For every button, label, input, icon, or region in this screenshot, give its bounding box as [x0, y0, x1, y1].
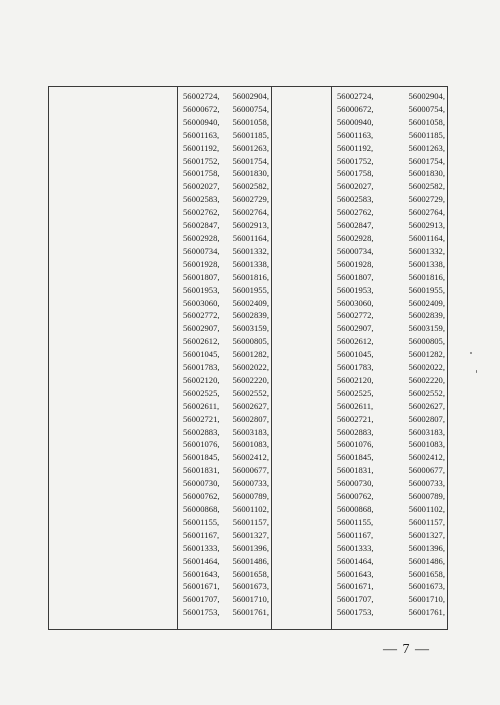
table-row [183, 103, 269, 116]
code-first: 56001831, [337, 465, 374, 476]
table-row [337, 477, 445, 490]
code-first: 56001752, [183, 155, 220, 166]
code-first: 56001758, [337, 168, 374, 179]
table-row [183, 206, 269, 219]
code-second: 56001282, [232, 349, 269, 360]
code-first: 56002907, [183, 323, 220, 334]
code-first: 56001076, [337, 439, 374, 450]
code-second: 56001673, [232, 581, 269, 592]
code-second: 56002913, [408, 220, 445, 231]
code-second: 56002807, [232, 413, 269, 424]
column-divider [271, 87, 272, 629]
code-first: 56000762, [337, 491, 374, 502]
page-number: — 7 — [383, 642, 430, 657]
code-first: 56001333, [337, 542, 374, 553]
code-second: 56001185, [232, 129, 269, 140]
code-first: 56001807, [183, 271, 220, 282]
code-first: 56000940, [183, 116, 220, 127]
code-second: 56001083, [232, 439, 269, 450]
table-row [337, 387, 445, 400]
code-first: 56000734, [183, 245, 220, 256]
code-first: 56002724, [183, 91, 220, 101]
code-first: 56001076, [183, 439, 220, 450]
code-first: 56002612, [337, 336, 374, 347]
table-row [183, 426, 269, 439]
table-row [337, 232, 445, 245]
code-second: 56002904, [408, 91, 445, 101]
table-row [337, 180, 445, 193]
table-row [183, 490, 269, 503]
table-row [183, 451, 269, 464]
code-second: 56001332, [232, 245, 269, 256]
code-second: 56001816, [408, 271, 445, 282]
code-first: 56002762, [183, 207, 220, 218]
code-first: 56002027, [337, 181, 374, 192]
code-second: 56002764, [408, 207, 445, 218]
code-second: 56000789, [232, 491, 269, 502]
table-row [183, 309, 269, 322]
code-second: 56000733, [232, 478, 269, 489]
code-second: 56001263, [232, 142, 269, 153]
code-first: 56002772, [183, 310, 220, 321]
code-first: 56001953, [183, 284, 220, 295]
code-second: 56001710, [232, 594, 269, 605]
code-first: 56002611, [183, 400, 220, 411]
table-row [183, 606, 269, 619]
code-first: 56001167, [183, 529, 220, 540]
code-second: 56000754, [408, 103, 445, 114]
code-second: 56001710, [408, 594, 445, 605]
table-row [183, 245, 269, 258]
code-second: 56001263, [408, 142, 445, 153]
code-first: 56001167, [337, 529, 374, 540]
code-first: 56002525, [337, 387, 374, 398]
code-first: 56002721, [183, 413, 220, 424]
table-row [183, 193, 269, 206]
table-row [183, 464, 269, 477]
code-first: 56000762, [183, 491, 220, 502]
table-row [337, 426, 445, 439]
code-first: 56001928, [337, 258, 374, 269]
table-row [183, 90, 269, 103]
code-second: 56002412, [232, 452, 269, 463]
code-first: 56000730, [183, 478, 220, 489]
table-row [337, 103, 445, 116]
code-second: 56001058, [232, 116, 269, 127]
table-row [183, 477, 269, 490]
table-row [183, 219, 269, 232]
code-first: 56002120, [183, 374, 220, 385]
table-row [337, 258, 445, 271]
table-row [337, 309, 445, 322]
code-second: 56002913, [232, 220, 269, 231]
table-row [183, 400, 269, 413]
code-first: 56001758, [183, 168, 220, 179]
table-row [183, 258, 269, 271]
code-second: 56002409, [408, 297, 445, 308]
code-first: 56002721, [337, 413, 374, 424]
scan-speck [470, 352, 472, 354]
code-second: 56001754, [232, 155, 269, 166]
code-second: 56001816, [232, 271, 269, 282]
code-first: 56002762, [337, 207, 374, 218]
code-second: 56000754, [232, 103, 269, 114]
code-second: 56000805, [232, 336, 269, 347]
code-first: 56001671, [183, 581, 220, 592]
code-second: 56001327, [408, 529, 445, 540]
table-row [337, 142, 445, 155]
code-second: 56002022, [232, 362, 269, 373]
scan-speck [476, 370, 477, 373]
table-row [337, 297, 445, 310]
table-row [183, 142, 269, 155]
code-second: 56000789, [408, 491, 445, 502]
code-second: 56001955, [232, 284, 269, 295]
code-second: 56002729, [408, 194, 445, 205]
table-row [183, 374, 269, 387]
table-row [183, 568, 269, 581]
code-first: 56001783, [337, 362, 374, 373]
code-second: 56000733, [408, 478, 445, 489]
code-second: 56002409, [232, 297, 269, 308]
code-second: 56001761, [408, 607, 445, 618]
code-second: 56003183, [408, 426, 445, 437]
code-second: 56002904, [232, 91, 269, 101]
table-row [337, 451, 445, 464]
table-row [183, 155, 269, 168]
code-second: 56000677, [232, 465, 269, 476]
code-second: 56001157, [232, 516, 269, 527]
code-first: 56002027, [183, 181, 220, 192]
code-first: 56001707, [337, 594, 374, 605]
code-second: 56002582, [408, 181, 445, 192]
table-row [183, 438, 269, 451]
code-first: 56001807, [337, 271, 374, 282]
code-first: 56002847, [183, 220, 220, 231]
table-row [183, 284, 269, 297]
code-first: 56002928, [337, 232, 374, 243]
table-row [337, 555, 445, 568]
code-second: 56002807, [408, 413, 445, 424]
code-first: 56001464, [337, 555, 374, 566]
table-row [183, 555, 269, 568]
code-first: 56002847, [337, 220, 374, 231]
table-row [183, 387, 269, 400]
table-row [337, 568, 445, 581]
table-row [183, 580, 269, 593]
code-first: 56001707, [183, 594, 220, 605]
code-second: 56003159, [408, 323, 445, 334]
table-row [337, 542, 445, 555]
code-second: 56002627, [408, 400, 445, 411]
code-first: 56001045, [183, 349, 220, 360]
code-second: 56001754, [408, 155, 445, 166]
code-second: 56001658, [408, 568, 445, 579]
code-second: 56001338, [408, 258, 445, 269]
code-first: 56001831, [183, 465, 220, 476]
code-second: 56002220, [408, 374, 445, 385]
table-row [337, 245, 445, 258]
table-row [337, 116, 445, 129]
column-divider [177, 87, 178, 629]
table-row [183, 129, 269, 142]
code-second: 56001327, [232, 529, 269, 540]
table-row [337, 167, 445, 180]
table-row [337, 129, 445, 142]
code-second: 56002839, [232, 310, 269, 321]
data-table [48, 86, 448, 630]
table-row [337, 206, 445, 219]
code-first: 56003060, [183, 297, 220, 308]
code-first: 56000868, [337, 504, 374, 514]
code-first: 56000940, [337, 116, 374, 127]
code-second: 56001830, [408, 168, 445, 179]
code-second: 56001486, [408, 555, 445, 566]
code-first: 56002772, [337, 310, 374, 321]
code-first: 56001464, [183, 555, 220, 566]
code-second: 56003183, [232, 426, 269, 437]
code-first: 56000672, [337, 103, 374, 114]
code-second: 56002729, [232, 194, 269, 205]
code-first: 56001192, [183, 142, 220, 153]
table-row [183, 413, 269, 426]
table-row [183, 348, 269, 361]
code-second: 56001102, [408, 504, 445, 514]
table-row [337, 90, 445, 103]
code-first: 56001752, [337, 155, 374, 166]
code-second: 56001058, [408, 116, 445, 127]
code-second: 56001164, [408, 232, 445, 243]
code-second: 56002627, [232, 400, 269, 411]
table-row [337, 606, 445, 619]
code-second: 56002582, [232, 181, 269, 192]
code-first: 56003060, [337, 297, 374, 308]
code-first: 56001163, [183, 129, 220, 140]
table-row [183, 167, 269, 180]
code-second: 56002552, [408, 387, 445, 398]
table-row [337, 348, 445, 361]
code-second: 56000677, [408, 465, 445, 476]
table-row [337, 400, 445, 413]
table-row [183, 232, 269, 245]
table-row [183, 503, 269, 516]
table-row [183, 335, 269, 348]
code-first: 56001928, [183, 258, 220, 269]
code-first: 56002583, [183, 194, 220, 205]
table-row [337, 490, 445, 503]
code-first: 56001953, [337, 284, 374, 295]
code-first: 56001333, [183, 542, 220, 553]
code-first: 56001783, [183, 362, 220, 373]
code-first: 56002525, [183, 387, 220, 398]
code-list-left [183, 90, 269, 619]
table-row [337, 335, 445, 348]
table-row [337, 322, 445, 335]
code-second: 56001185, [408, 129, 445, 140]
table-row [337, 438, 445, 451]
code-second: 56001830, [232, 168, 269, 179]
table-row [183, 361, 269, 374]
code-second: 56002220, [232, 374, 269, 385]
code-second: 56000805, [408, 336, 445, 347]
table-row [183, 180, 269, 193]
table-row [337, 580, 445, 593]
code-second: 56001486, [232, 555, 269, 566]
column-divider [331, 87, 332, 629]
table-row [337, 413, 445, 426]
code-second: 56001338, [232, 258, 269, 269]
code-second: 56001102, [232, 504, 269, 514]
code-list-right [337, 90, 445, 619]
code-second: 56003159, [232, 323, 269, 334]
code-first: 56000734, [337, 245, 374, 256]
code-first: 56002612, [183, 336, 220, 347]
code-second: 56001396, [232, 542, 269, 553]
code-first: 56002883, [183, 426, 220, 437]
table-row [337, 503, 445, 516]
code-second: 56002552, [232, 387, 269, 398]
code-first: 56001845, [183, 452, 220, 463]
table-row [337, 219, 445, 232]
code-first: 56001643, [183, 568, 220, 579]
code-second: 56001282, [408, 349, 445, 360]
code-first: 56002724, [337, 91, 374, 101]
code-first: 56002120, [337, 374, 374, 385]
table-row [337, 284, 445, 297]
code-first: 56000672, [183, 103, 220, 114]
code-second: 56002764, [232, 207, 269, 218]
code-first: 56002583, [337, 194, 374, 205]
code-first: 56000868, [183, 504, 220, 514]
code-first: 56002928, [183, 232, 220, 243]
code-first: 56001845, [337, 452, 374, 463]
code-second: 56001157, [408, 516, 445, 527]
code-second: 56001164, [232, 232, 269, 243]
table-row [183, 516, 269, 529]
code-second: 56001673, [408, 581, 445, 592]
table-row [337, 271, 445, 284]
code-second: 56002839, [408, 310, 445, 321]
code-first: 56001155, [337, 516, 374, 527]
code-second: 56001955, [408, 284, 445, 295]
code-second: 56002022, [408, 362, 445, 373]
code-second: 56001396, [408, 542, 445, 553]
code-first: 56001671, [337, 581, 374, 592]
table-row [183, 322, 269, 335]
table-row [337, 593, 445, 606]
code-second: 56001332, [408, 245, 445, 256]
code-second: 56001761, [232, 607, 269, 618]
table-row [183, 271, 269, 284]
table-row [337, 529, 445, 542]
table-row [337, 374, 445, 387]
code-first: 56001753, [183, 607, 220, 618]
code-first: 56001163, [337, 129, 374, 140]
code-second: 56002412, [408, 452, 445, 463]
table-row [337, 193, 445, 206]
code-first: 56000730, [337, 478, 374, 489]
code-first: 56002611, [337, 400, 374, 411]
code-second: 56001658, [232, 568, 269, 579]
table-row [183, 542, 269, 555]
code-first: 56001753, [337, 607, 374, 618]
code-first: 56001192, [337, 142, 374, 153]
table-row [337, 155, 445, 168]
code-first: 56001045, [337, 349, 374, 360]
code-first: 56002883, [337, 426, 374, 437]
table-row [183, 297, 269, 310]
table-row [337, 361, 445, 374]
table-row [183, 593, 269, 606]
code-first: 56001155, [183, 516, 220, 527]
code-first: 56002907, [337, 323, 374, 334]
code-second: 56001083, [408, 439, 445, 450]
table-row [337, 464, 445, 477]
table-row [183, 116, 269, 129]
code-first: 56001643, [337, 568, 374, 579]
table-row [337, 516, 445, 529]
table-row [183, 529, 269, 542]
